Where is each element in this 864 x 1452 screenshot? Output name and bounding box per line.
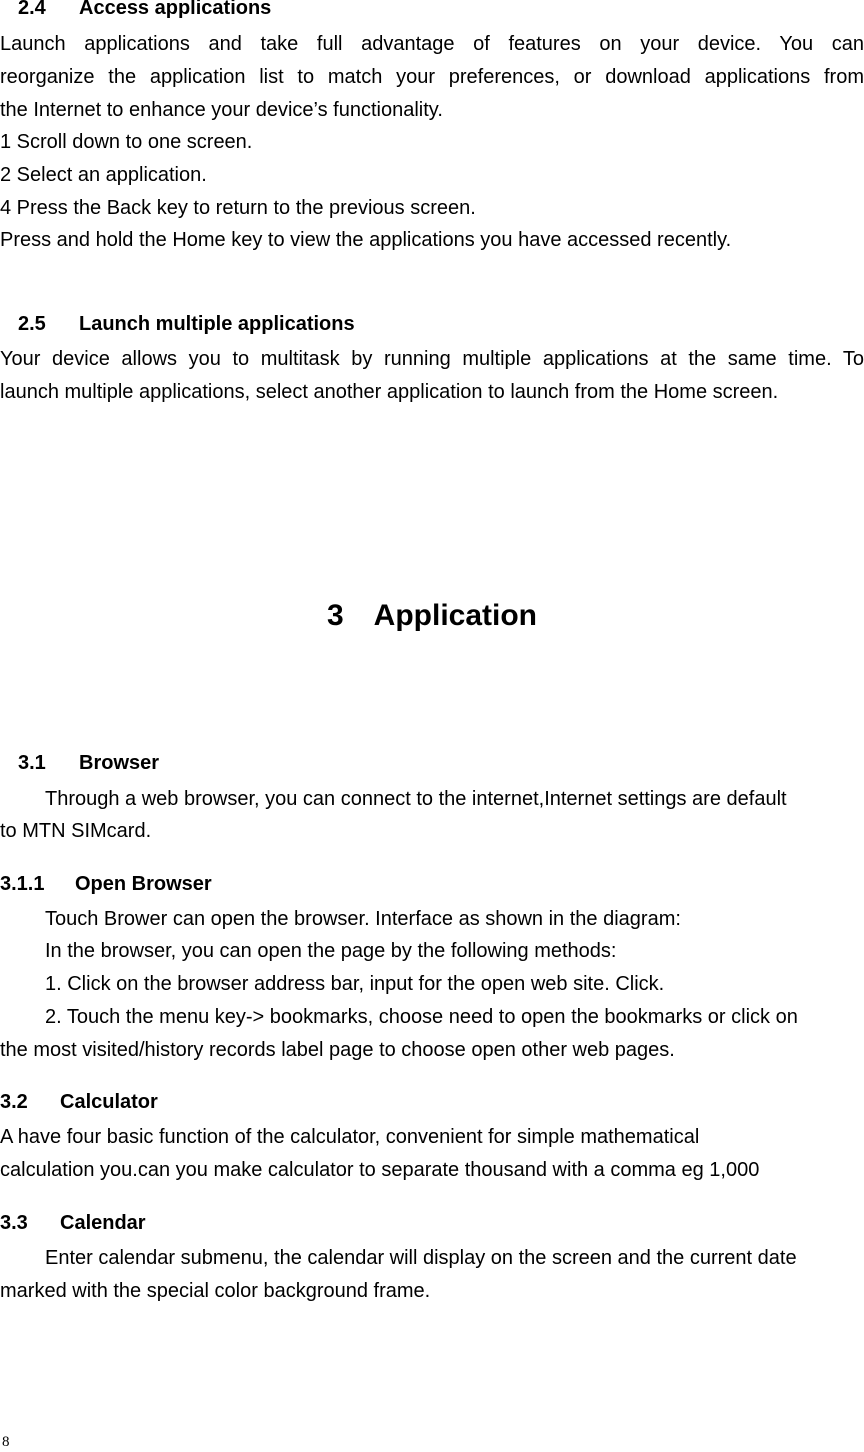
chapter-title: Application [373,599,538,632]
section-title: Access applications [79,0,272,19]
paragraph-line: Launch applications and take full advantage of features on your device. You can [0,33,864,55]
section-3-3-heading [0,1207,864,1240]
section-3-2-heading [0,1086,864,1119]
list-item: 2 Select an application. [0,164,207,186]
chapter-number: 3 [326,599,344,632]
page-number: 8 [2,1434,10,1450]
section-2-5-heading [18,308,864,341]
section-number: 3.1.1 [0,873,45,895]
section-title: Launch multiple applications [79,313,355,335]
paragraph-line: In the browser, you can open the page by the following methods: [45,940,617,962]
section-number: 3.1 [18,752,46,774]
list-item: 2. Touch the menu key-> bookmarks, choose need to open the bookmarks or click on [45,1006,798,1028]
section-title: Calendar [60,1212,146,1234]
list-item: 1 Scroll down to one screen. [0,131,253,153]
chapter-heading [0,596,864,636]
section-title: Open Browser [75,873,212,895]
section-title: Calculator [60,1091,158,1113]
section-number: 2.5 [18,313,46,335]
section-title: Browser [79,752,160,774]
paragraph-line: to MTN SIMcard. [0,820,152,842]
paragraph-line: Press and hold the Home key to view the applications you have accessed recently. [0,229,732,251]
paragraph-line: A have four basic function of the calculator, convenient for simple mathematical [0,1126,700,1148]
paragraph-line: calculation you.can you make calculator to separate thousand with a comma eg 1,000 [0,1159,760,1181]
list-item: 4 Press the Back key to return to the previous screen. [0,197,476,219]
section-2-4-heading [18,0,864,25]
paragraph-line: Through a web browser, you can connect to the internet,Internet settings are default [45,788,787,810]
paragraph-line: the Internet to enhance your device’s functionality. [0,99,443,121]
section-number: 3.3 [0,1212,28,1234]
paragraph-line: launch multiple applications, select another application to launch from the Home screen. [0,381,779,403]
paragraph-line: the most visited/history records label page to choose open other web pages. [0,1039,675,1061]
list-item: 1. Click on the browser address bar, input for the open web site. Click. [45,973,665,995]
paragraph-line: Your device allows you to multitask by running multiple applications at the same time. To [0,348,864,370]
paragraph-line: Touch Brower can open the browser. Interface as shown in the diagram: [45,908,681,930]
section-number: 2.4 [18,0,46,19]
section-3-1-heading [18,747,864,780]
section-number: 3.2 [0,1091,28,1113]
paragraph-line: Enter calendar submenu, the calendar will display on the screen and the current date [45,1247,797,1269]
paragraph-line: reorganize the application list to match your preferences, or download applications from [0,66,864,88]
section-3-1-1-heading [0,868,864,901]
paragraph-line: marked with the special color background frame. [0,1280,431,1302]
